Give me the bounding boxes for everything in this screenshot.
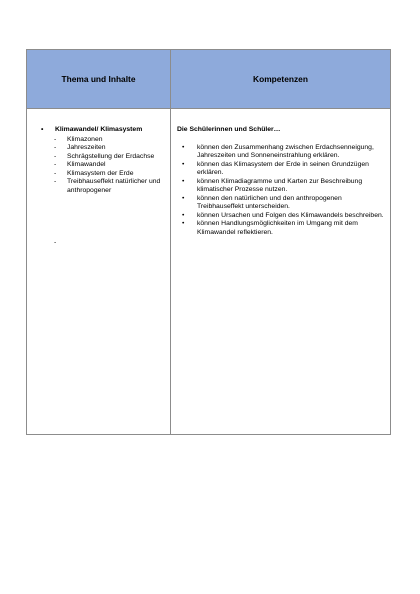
list-item: - Klimasystem der Erde	[54, 169, 134, 177]
list-item: - Klimazonen	[54, 135, 103, 143]
main-topic-label: Klimawandel/ Klimasystem	[55, 126, 143, 133]
dash-icon: -	[54, 152, 57, 160]
dash-icon: -	[54, 161, 57, 168]
bullet-icon: •	[182, 177, 185, 185]
competencies-cell	[171, 109, 390, 434]
bullet-icon: •	[182, 160, 185, 168]
competencies-intro: Die Schülerinnen und Schüler…	[177, 126, 281, 133]
dash-icon: -	[54, 178, 57, 185]
list-item: - Jahreszeiten	[54, 144, 106, 151]
bullet-icon: •	[182, 143, 185, 151]
list-item: • können das Klimasystem der Erde in seinen Grundzügen erklären.	[182, 160, 369, 176]
list-item: • können den natürlichen und den anthropogenen Treibhauseffekt unterscheiden.	[182, 194, 342, 210]
bullet-icon: •	[41, 126, 44, 133]
dash-icon: -	[54, 135, 57, 143]
bullet-icon: •	[182, 194, 185, 202]
bullet-icon: •	[182, 211, 185, 219]
dash-icon: -	[54, 169, 57, 177]
list-item: • können Ursachen und Folgen des Klimawandels beschreiben.	[182, 211, 384, 219]
list-item: - Klimawandel	[54, 161, 106, 168]
list-item: - Treibhauseffekt natürlicher und anthropogener	[54, 178, 161, 194]
list-item: • können Klimadiagramme und Karten zur Beschreibung klimatischer Prozesse nutzen.	[182, 177, 363, 193]
header-topic-content: Thema und Inhalte	[27, 50, 171, 109]
subtopic-list	[41, 136, 170, 196]
list-item: - Schrägstellung der Erdachse	[54, 152, 155, 160]
curriculum-table	[26, 49, 391, 435]
stray-dash: -	[54, 239, 57, 246]
competency-list	[177, 144, 384, 238]
dash-icon: -	[54, 144, 57, 151]
list-item: • können den Zusammenhang zwischen Erdachsenneigung, Jahreszeiten und Sonneneinstrahlung erklären.	[182, 143, 374, 159]
topic-cell	[27, 109, 171, 434]
list-item: • können Handlungsmöglichkeiten im Umgang mit dem Klimawandel reflektieren.	[182, 220, 358, 236]
header-competencies: Kompetenzen	[171, 50, 390, 109]
bullet-icon: •	[182, 220, 185, 227]
main-topic-item	[41, 126, 170, 135]
